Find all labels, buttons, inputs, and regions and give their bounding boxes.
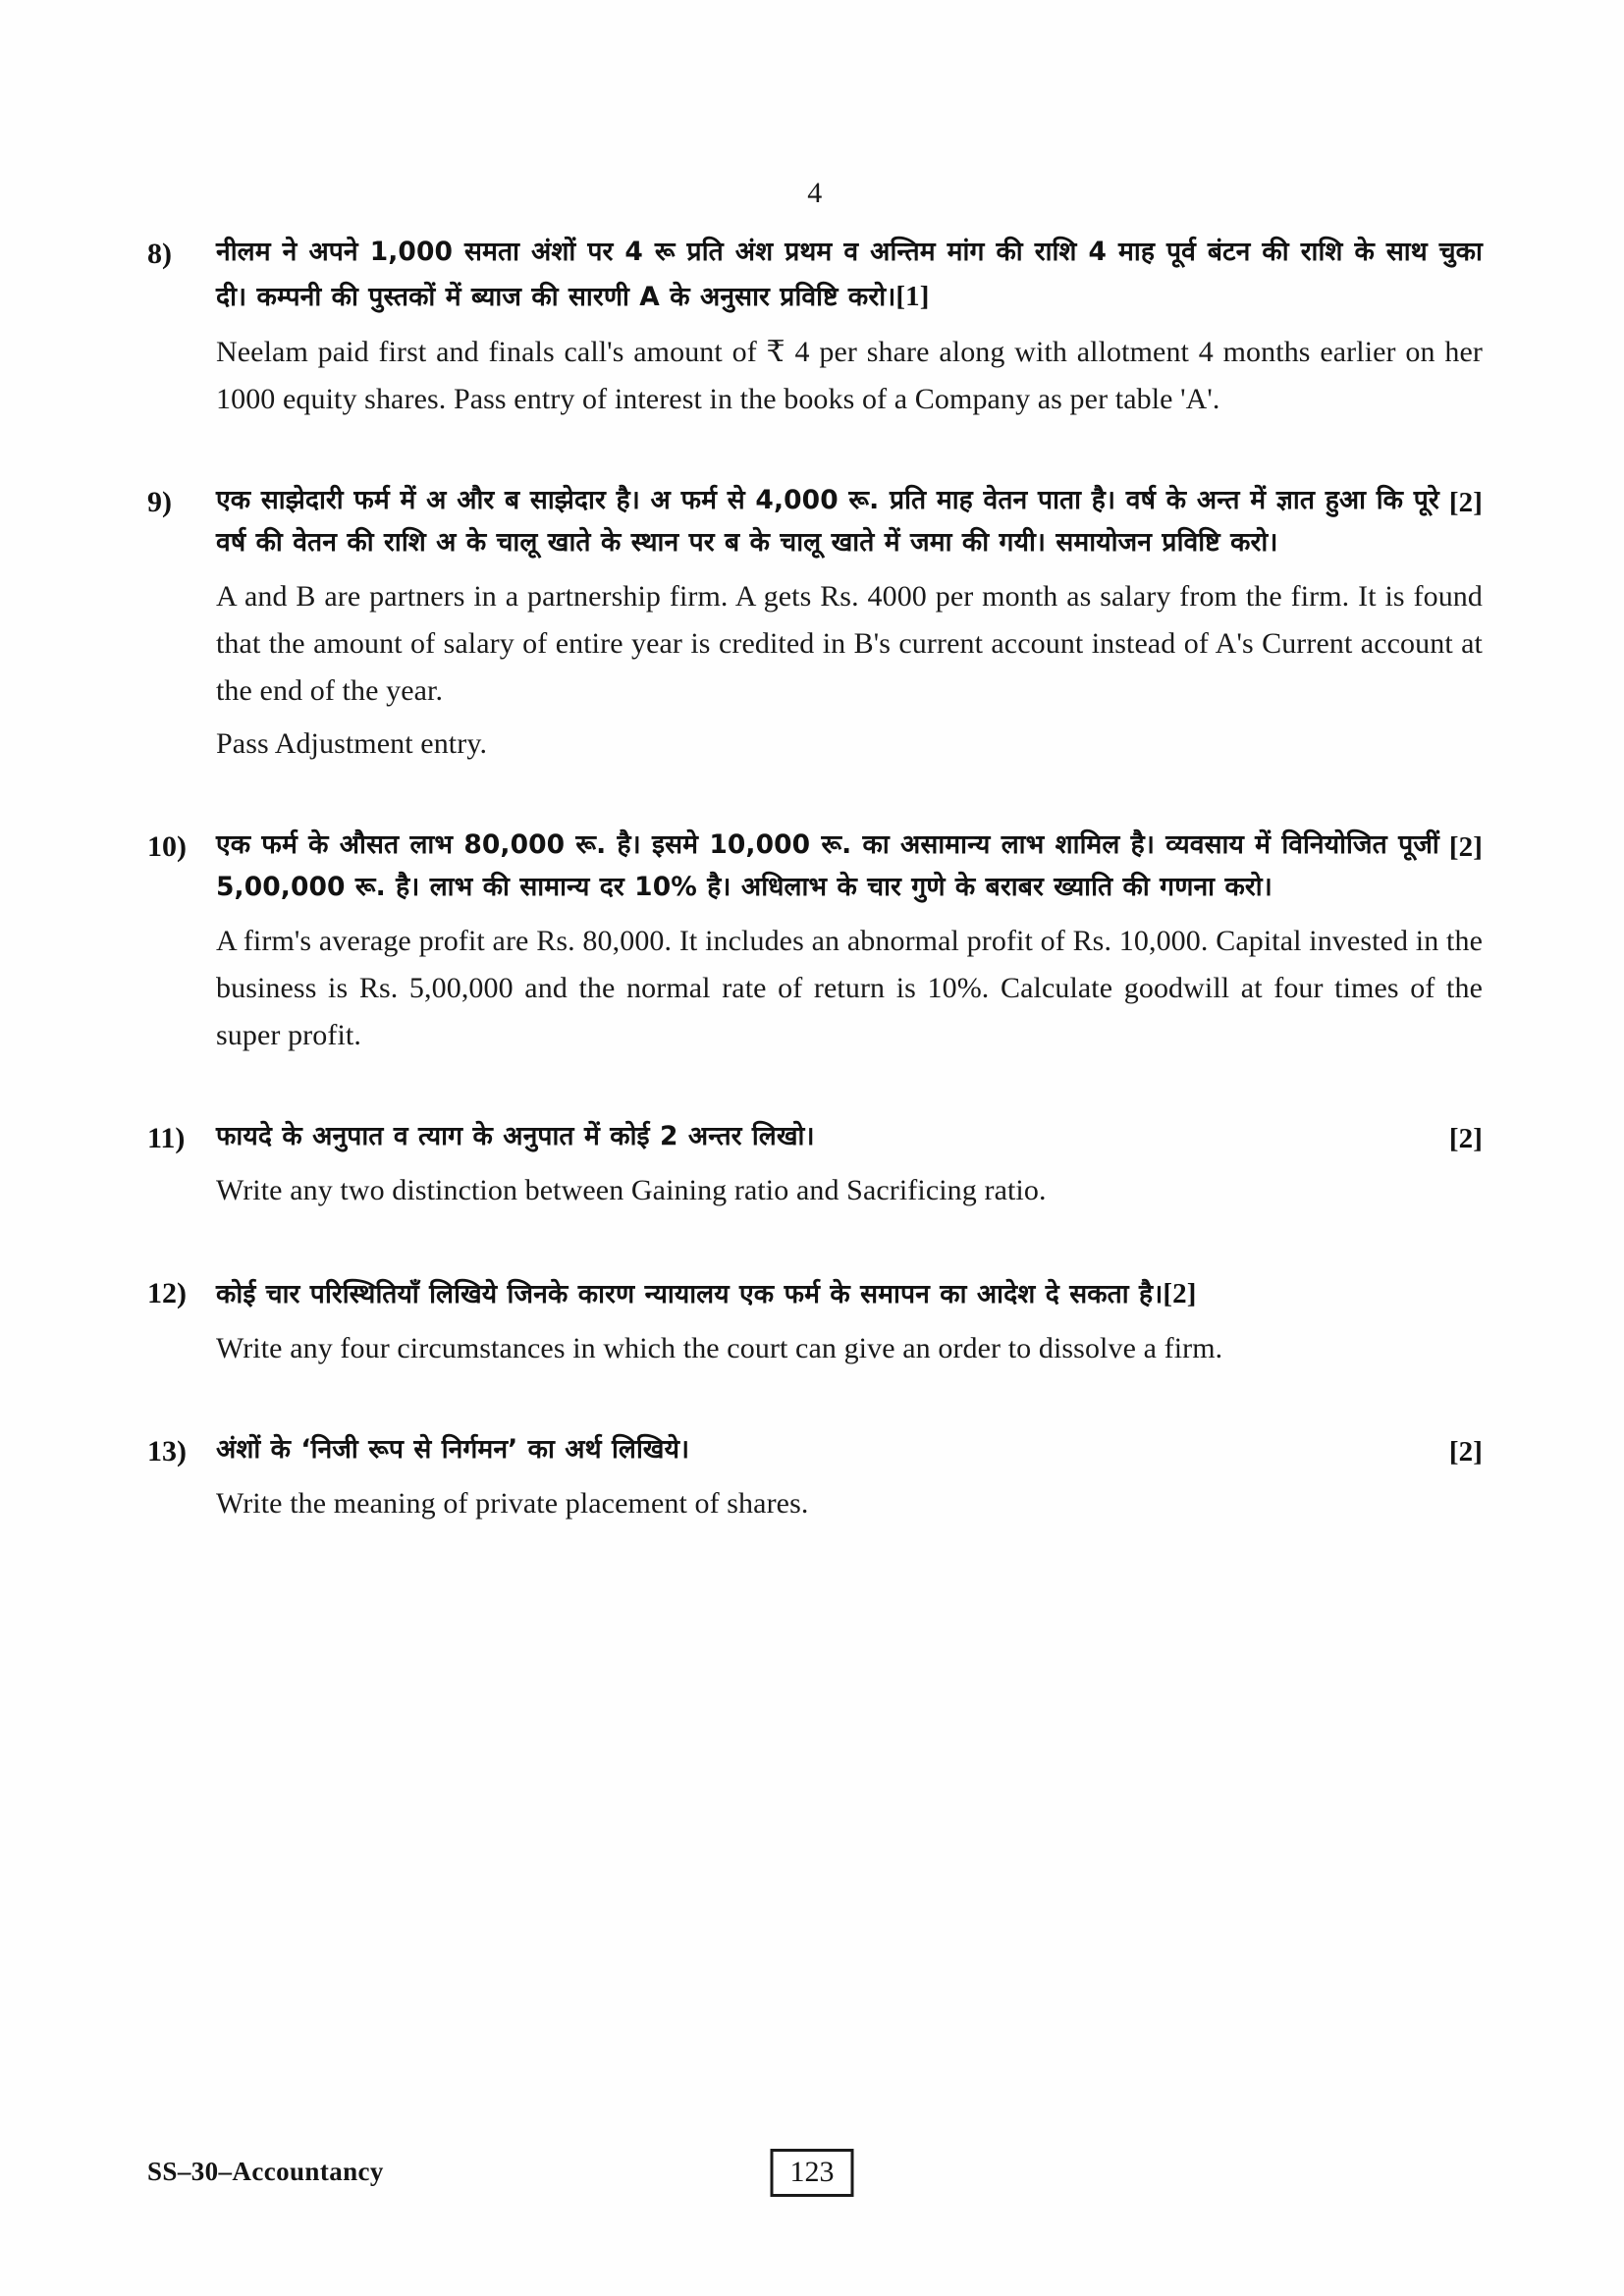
question-text-english-9 — [216, 573, 1483, 768]
question-number-13: 13) — [147, 1435, 187, 1468]
marks-12: [2] — [1163, 1277, 1197, 1309]
question-text-hindi-11 — [216, 1116, 1483, 1158]
question-number-12: 12) — [147, 1276, 187, 1309]
question-text-hindi-10 — [216, 825, 1483, 909]
question-text-hindi-8 — [216, 232, 1483, 320]
page-number: 4 — [807, 177, 823, 209]
marks-11: [2] — [1448, 1122, 1483, 1154]
question-text-english-12 — [216, 1325, 1483, 1372]
question-row — [147, 1429, 1483, 1527]
question-block-13 — [147, 1429, 1483, 1527]
hindi-sentence: अंशों के ‘निजी रूप से निर्गमन’ का अर्थ लिखिये। — [216, 1434, 690, 1466]
question-text-english-8 — [216, 329, 1483, 423]
question-block-8 — [147, 232, 1483, 423]
english-paragraph: Write the meaning of private placement of shares. — [216, 1487, 809, 1521]
hindi-sentence: एक साझेदारी फर्म में अ और ब साझेदार है। अ फर्म से 4,000 रू. प्रति माह वेतन पाता है। वर्ष के अन्त में ज्ञात हुआ कि पूरे वर्ष की वेतन की राशि अ के चालू खाते के स्थान पर ब के चालू खाते में जमा की गयी। समायोजन प्रविष्टि करो। — [216, 484, 1439, 558]
marks-8: [1] — [895, 280, 930, 312]
question-number-11: 11) — [147, 1121, 186, 1154]
question-text-english-13 — [216, 1480, 1483, 1527]
question-body — [216, 1271, 1483, 1373]
question-number-9: 9) — [147, 485, 172, 518]
question-block-9 — [147, 480, 1483, 768]
marks-10: [2] — [1448, 830, 1483, 863]
question-body — [216, 480, 1483, 768]
hindi-sentence: कोई चार परिस्थितियाँ लिखिये जिनके कारण न्यायालय एक फर्म के समापन का आदेश दे सकता है। — [216, 1278, 1164, 1309]
question-number-10: 10) — [147, 829, 187, 863]
question-text-english-11 — [216, 1167, 1483, 1214]
question-row — [147, 1271, 1483, 1373]
question-row — [147, 480, 1483, 768]
question-text-hindi-13 — [216, 1429, 1483, 1471]
english-paragraph: A and B are partners in a partnership firm. A gets Rs. 4000 per month as salary from the firm. It is found that the amount of salary of entire year is credited in B's current account instead of A's Current account at the end of the year. — [216, 579, 1483, 707]
question-body — [216, 232, 1483, 423]
question-block-11 — [147, 1116, 1483, 1214]
question-body — [216, 825, 1483, 1059]
question-body — [216, 1116, 1483, 1214]
english-paragraph: Write any four circumstances in which the court can give an order to dissolve a firm. — [216, 1332, 1223, 1365]
question-text-english-10 — [216, 918, 1483, 1059]
english-paragraph: Write any two distinction between Gaining ratio and Sacrificing ratio. — [216, 1173, 1047, 1206]
question-block-12 — [147, 1271, 1483, 1373]
question-row — [147, 825, 1483, 1059]
footer-page-code-box: 123 — [771, 2149, 854, 2197]
question-text-hindi-12 — [216, 1271, 1483, 1317]
question-row — [147, 1116, 1483, 1214]
question-block-10 — [147, 825, 1483, 1059]
marks-9: [2] — [1448, 486, 1483, 518]
marks-13: [2] — [1448, 1436, 1483, 1468]
page-content — [147, 177, 1483, 1561]
hindi-sentence: फायदे के अनुपात व त्याग के अनुपात में कोई 2 अन्तर लिखो। — [216, 1120, 815, 1151]
question-number-8: 8) — [147, 238, 172, 270]
question-row — [147, 232, 1483, 423]
footer-subject-code: SS–30–Accountancy — [147, 2157, 384, 2186]
hindi-sentence: नीलम ने अपने 1,000 समता अंशों पर 4 रू प्रति अंश प्रथम व अन्तिम मांग की राशि 4 माह पूर्व बंटन की राशि के साथ चुका दी। कम्पनी की पुस्तकों में ब्याज की सारणी A के अनुसार प्रविष्टि करो। — [216, 237, 1483, 312]
english-paragraph-extra: Pass Adjustment entry. — [216, 726, 488, 760]
page-footer — [147, 2155, 1477, 2206]
english-paragraph: A firm's average profit are Rs. 80,000. It includes an abnormal profit of Rs. 10,000. Capital invested in the business is Rs. 5,00,000 and the normal rate of return is 10%. Calculate goodwill at four times of the super profit. — [216, 924, 1483, 1051]
english-paragraph: Neelam paid first and finals call's amount of ₹ 4 per share along with allotment 4 months earlier on her 1000 equity shares. Pass entry of interest in the books of a Company as per table 'A'. — [216, 335, 1483, 415]
hindi-sentence: एक फर्म के औसत लाभ 80,000 रू. है। इसमे 10,000 रू. का असामान्य लाभ शामिल है। व्यवसाय में विनियोजित पूजीं 5,00,000 रू. है। लाभ की सामान्य दर 10% है। अधिलाभ के चार गुणे के बराबर ख्याति की गणना करो। — [216, 828, 1439, 902]
question-text-hindi-9 — [216, 480, 1483, 564]
question-body — [216, 1429, 1483, 1527]
